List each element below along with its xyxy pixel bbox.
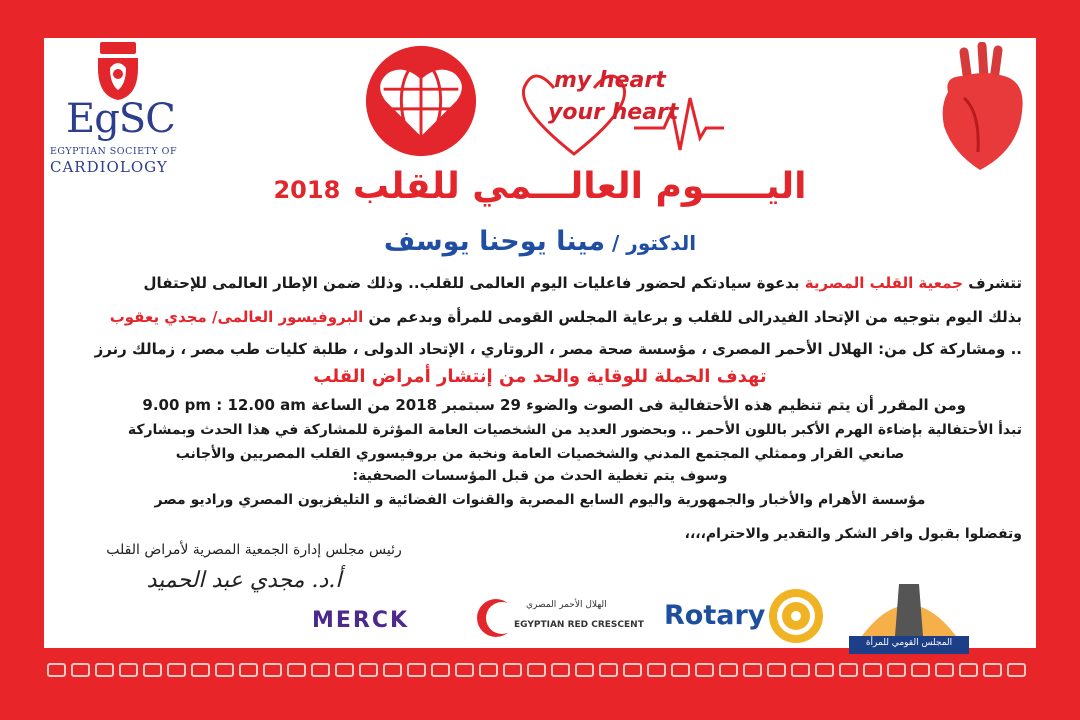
medical-icon <box>935 663 954 677</box>
body-line-1-b: بدعوة سيادتكم لحضور فاعليات اليوم العالمى للقلب.. وذلك ضمن الإطار العالمى للإحتفال <box>143 274 805 292</box>
doctor-prefix: الدكتور / <box>605 231 697 255</box>
title-text: اليـــــوم العالـــمي للقلب <box>352 166 807 207</box>
medical-icon <box>983 663 1002 677</box>
signature-name: أ.د. مجدي عبد الحميد <box>146 568 342 593</box>
medical-icon <box>839 663 858 677</box>
medical-icon <box>287 663 306 677</box>
red-crescent-arabic: الهلال الأحمر المصري <box>526 600 607 610</box>
medical-icon <box>455 663 474 677</box>
egsc-monogram: EgSC <box>66 96 175 142</box>
signature-title: رئيس مجلس إدارة الجمعية المصرية لأمراض القلب <box>106 542 402 558</box>
medical-icon <box>791 663 810 677</box>
title-year: 2018 <box>273 176 341 204</box>
body-line-1-society: جمعية القلب المصرية <box>804 274 963 292</box>
invitation-card <box>44 38 1036 648</box>
my-heart-your-heart-logo <box>514 58 724 168</box>
medical-icon <box>1007 663 1026 677</box>
medical-icon <box>551 663 570 677</box>
page-title <box>44 166 1036 207</box>
medical-icon <box>407 663 426 677</box>
merck-logo: MERCK <box>312 608 410 633</box>
red-crescent-logo <box>476 594 646 644</box>
medical-icon <box>47 663 66 677</box>
heart-globe-icon <box>362 42 480 160</box>
medical-icon <box>263 663 282 677</box>
medical-icon <box>335 663 354 677</box>
medical-icon <box>71 663 90 677</box>
medical-icon <box>623 663 642 677</box>
medical-icon <box>143 663 162 677</box>
medical-icon <box>191 663 210 677</box>
egsc-cardiology-text: CARDIOLOGY <box>50 158 168 176</box>
doctor-name: مينا يوحنا يوسف <box>383 226 606 257</box>
body-line-4-a: ومن المقرر أن يتم تنظيم هذه الأحتفالية فى الصوت والضوء 29 سبتمبر 2018 من الساعة <box>305 396 966 414</box>
body-line-5: تبدأ الأحتفالية بإضاءة الهرم الأكبر باللون الأحمر .. وبحضور العديد من الشخصيات العامة المؤثرة للمشاركة في هذا الحدث وبمشاركة <box>127 422 1022 438</box>
medical-icon <box>815 663 834 677</box>
body-line-2 <box>62 308 1022 326</box>
medical-icon <box>575 663 594 677</box>
body-line-2-professor: البروفيسور العالمى/ مجدي يعقوب <box>109 308 364 326</box>
body-line-1 <box>62 274 1022 292</box>
medical-icon <box>431 663 450 677</box>
campaign-logo-line1: my heart <box>554 68 666 93</box>
ncw-text: المجلس القومي للمرأة <box>865 638 953 648</box>
anatomical-heart-icon <box>934 42 1030 174</box>
ncw-logo <box>849 574 969 654</box>
medical-icon <box>959 663 978 677</box>
medical-icon <box>119 663 138 677</box>
event-time: 9.00 pm : 12.00 am <box>142 396 306 414</box>
red-crescent-english: EGYPTIAN RED CRESCENT <box>514 620 644 630</box>
decorative-icon-strip <box>44 652 1036 688</box>
rotary-wheel-icon <box>766 586 826 646</box>
body-line-2-a: بذلك اليوم بتوجيه من الإتحاد الفيدرالى للقلب و برعاية المجلس القومى للمرأة وبدعم من <box>363 308 1022 326</box>
red-crescent-icon <box>476 596 516 640</box>
medical-icon <box>863 663 882 677</box>
campaign-goal: تهدف الحملة للوقاية والحد من إنتشار أمراض القلب <box>313 366 767 387</box>
body-line-8: مؤسسة الأهرام والأخبار والجمهورية واليوم السابع المصرية والقنوات الفضائية و التليفزيون المصري وراديو مصر <box>154 492 926 508</box>
rotary-text: Rotary <box>664 600 766 631</box>
medical-icon <box>647 663 666 677</box>
egsc-society-text: EGYPTIAN SOCIETY OF <box>50 146 178 157</box>
medical-icon <box>767 663 786 677</box>
body-line-7: وسوف يتم تغطية الحدث من قبل المؤسسات الصحفية: <box>352 468 728 484</box>
invitee-line <box>44 226 1036 257</box>
medical-icon <box>719 663 738 677</box>
medical-icon <box>311 663 330 677</box>
medical-icon <box>527 663 546 677</box>
medical-icon <box>479 663 498 677</box>
body-line-1-a: تتشرف <box>963 274 1022 292</box>
medical-icon <box>671 663 690 677</box>
body-line-6: صانعي القرار وممثلي المجتمع المدني والشخصيات العامة ونخبة من بروفيسوري القلب المصريين والأجانب <box>175 446 905 462</box>
body-line-3: .. ومشاركة كل من: الهلال الأحمر المصرى ، مؤسسة صحة مصر ، الروتاري ، الإتحاد الدولى ، طلبة كليات طب مصر ، زمالك رنرز <box>94 340 1022 358</box>
medical-icon <box>911 663 930 677</box>
medical-icon <box>239 663 258 677</box>
medical-icon <box>215 663 234 677</box>
medical-icon <box>95 663 114 677</box>
medical-icon <box>359 663 378 677</box>
medical-icon <box>743 663 762 677</box>
medical-icon <box>503 663 522 677</box>
medical-icon <box>167 663 186 677</box>
body-line-9: وتفضلوا بقبول وافر الشكر والتقدير والاحترام،،،، <box>684 526 1022 542</box>
medical-icon <box>887 663 906 677</box>
medical-icon <box>383 663 402 677</box>
campaign-logo-line2: your heart <box>548 100 679 125</box>
body-line-4 <box>66 396 966 414</box>
medical-icon <box>599 663 618 677</box>
medical-icon <box>695 663 714 677</box>
